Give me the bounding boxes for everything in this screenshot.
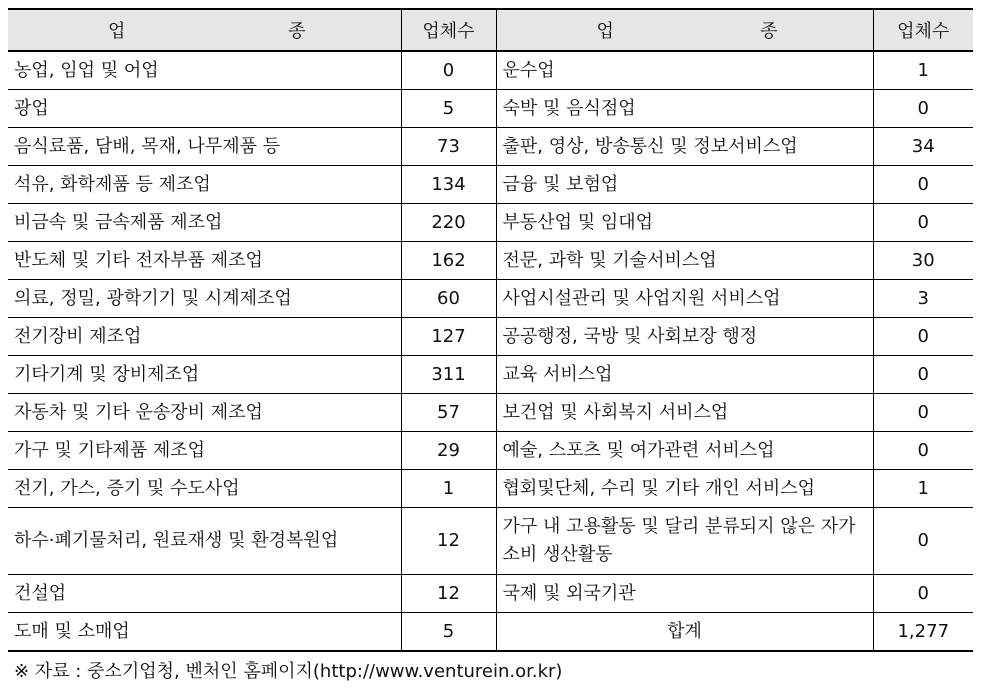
industry-right: 협회및단체, 수리 및 기타 개인 서비스업: [496, 470, 873, 508]
count-left: 127: [401, 318, 496, 356]
source-note: ※ 자료 : 중소기업청, 벤처인 홈페이지(http://www.venturein.or.kr): [14, 661, 563, 682]
count-left: 60: [401, 280, 496, 318]
header-count-right: 업체수: [873, 9, 973, 51]
count-right: 1: [873, 51, 973, 90]
industry-count-table: [8, 8, 973, 652]
count-left: 12: [401, 508, 496, 575]
table-row: [8, 90, 973, 128]
count-right: 0: [873, 575, 973, 613]
count-right: 0: [873, 204, 973, 242]
count-right: 0: [873, 356, 973, 394]
count-right: 0: [873, 394, 973, 432]
table-header-row: [8, 9, 973, 51]
table-row: [8, 470, 973, 508]
industry-left: 가구 및 기타제품 제조업: [8, 432, 401, 470]
table-row: [8, 166, 973, 204]
industry-right: 가구 내 고용활동 및 달리 분류되지 않은 자가소비 생산활동: [496, 508, 873, 575]
count-left: 220: [401, 204, 496, 242]
table-row-total: [8, 613, 973, 652]
table-row: [8, 242, 973, 280]
industry-right: 숙박 및 음식점업: [496, 90, 873, 128]
count-right: 3: [873, 280, 973, 318]
industry-right: 국제 및 외국기관: [496, 575, 873, 613]
count-right: 30: [873, 242, 973, 280]
table-row: [8, 432, 973, 470]
industry-left: 전기, 가스, 증기 및 수도사업: [8, 470, 401, 508]
industry-right: 부동산업 및 임대업: [496, 204, 873, 242]
industry-right: 공공행정, 국방 및 사회보장 행정: [496, 318, 873, 356]
table-row: [8, 356, 973, 394]
industry-right: 금융 및 보험업: [496, 166, 873, 204]
industry-left: 광업: [8, 90, 401, 128]
industry-right: 교육 서비스업: [496, 356, 873, 394]
count-left: 311: [401, 356, 496, 394]
header-count-left: 업체수: [401, 9, 496, 51]
industry-right: 사업시설관리 및 사업지원 서비스업: [496, 280, 873, 318]
industry-left: 자동차 및 기타 운송장비 제조업: [8, 394, 401, 432]
industry-left: 전기장비 제조업: [8, 318, 401, 356]
count-right: 0: [873, 508, 973, 575]
industry-left: 건설업: [8, 575, 401, 613]
count-left: 0: [401, 51, 496, 90]
industry-right: 전문, 과학 및 기술서비스업: [496, 242, 873, 280]
industry-right: 보건업 및 사회복지 서비스업: [496, 394, 873, 432]
count-left: 162: [401, 242, 496, 280]
industry-left: 농업, 임업 및 어업: [8, 51, 401, 90]
count-left: 5: [401, 613, 496, 652]
industry-left: 반도체 및 기타 전자부품 제조업: [8, 242, 401, 280]
industry-right: 출판, 영상, 방송통신 및 정보서비스업: [496, 128, 873, 166]
industry-left: 의료, 정밀, 광학기기 및 시계제조업: [8, 280, 401, 318]
industry-left: 기타기계 및 장비제조업: [8, 356, 401, 394]
table-row: [8, 280, 973, 318]
industry-right: 운수업: [496, 51, 873, 90]
industry-left: 비금속 및 금속제품 제조업: [8, 204, 401, 242]
table-row: [8, 128, 973, 166]
count-left: 5: [401, 90, 496, 128]
table-row: [8, 204, 973, 242]
industry-right: 예술, 스포츠 및 여가관련 서비스업: [496, 432, 873, 470]
count-left: 73: [401, 128, 496, 166]
count-right: 0: [873, 166, 973, 204]
count-right: 0: [873, 432, 973, 470]
count-right: 34: [873, 128, 973, 166]
industry-left: 석유, 화학제품 등 제조업: [8, 166, 401, 204]
count-left: 134: [401, 166, 496, 204]
total-count: 1,277: [873, 613, 973, 652]
count-right: 1: [873, 470, 973, 508]
count-left: 1: [401, 470, 496, 508]
count-left: 57: [401, 394, 496, 432]
total-label: 합계: [496, 613, 873, 652]
header-industry-left: 업 종: [8, 9, 401, 51]
table-row: [8, 575, 973, 613]
table-row: [8, 508, 973, 575]
table-row: [8, 318, 973, 356]
count-left: 12: [401, 575, 496, 613]
table-row: [8, 51, 973, 90]
industry-left: 도매 및 소매업: [8, 613, 401, 652]
count-right: 0: [873, 318, 973, 356]
industry-left: 음식료품, 담배, 목재, 나무제품 등: [8, 128, 401, 166]
count-left: 29: [401, 432, 496, 470]
header-industry-right: 업 종: [496, 9, 873, 51]
count-right: 0: [873, 90, 973, 128]
table-row: [8, 394, 973, 432]
industry-left: 하수·폐기물처리, 원료재생 및 환경복원업: [8, 508, 401, 575]
